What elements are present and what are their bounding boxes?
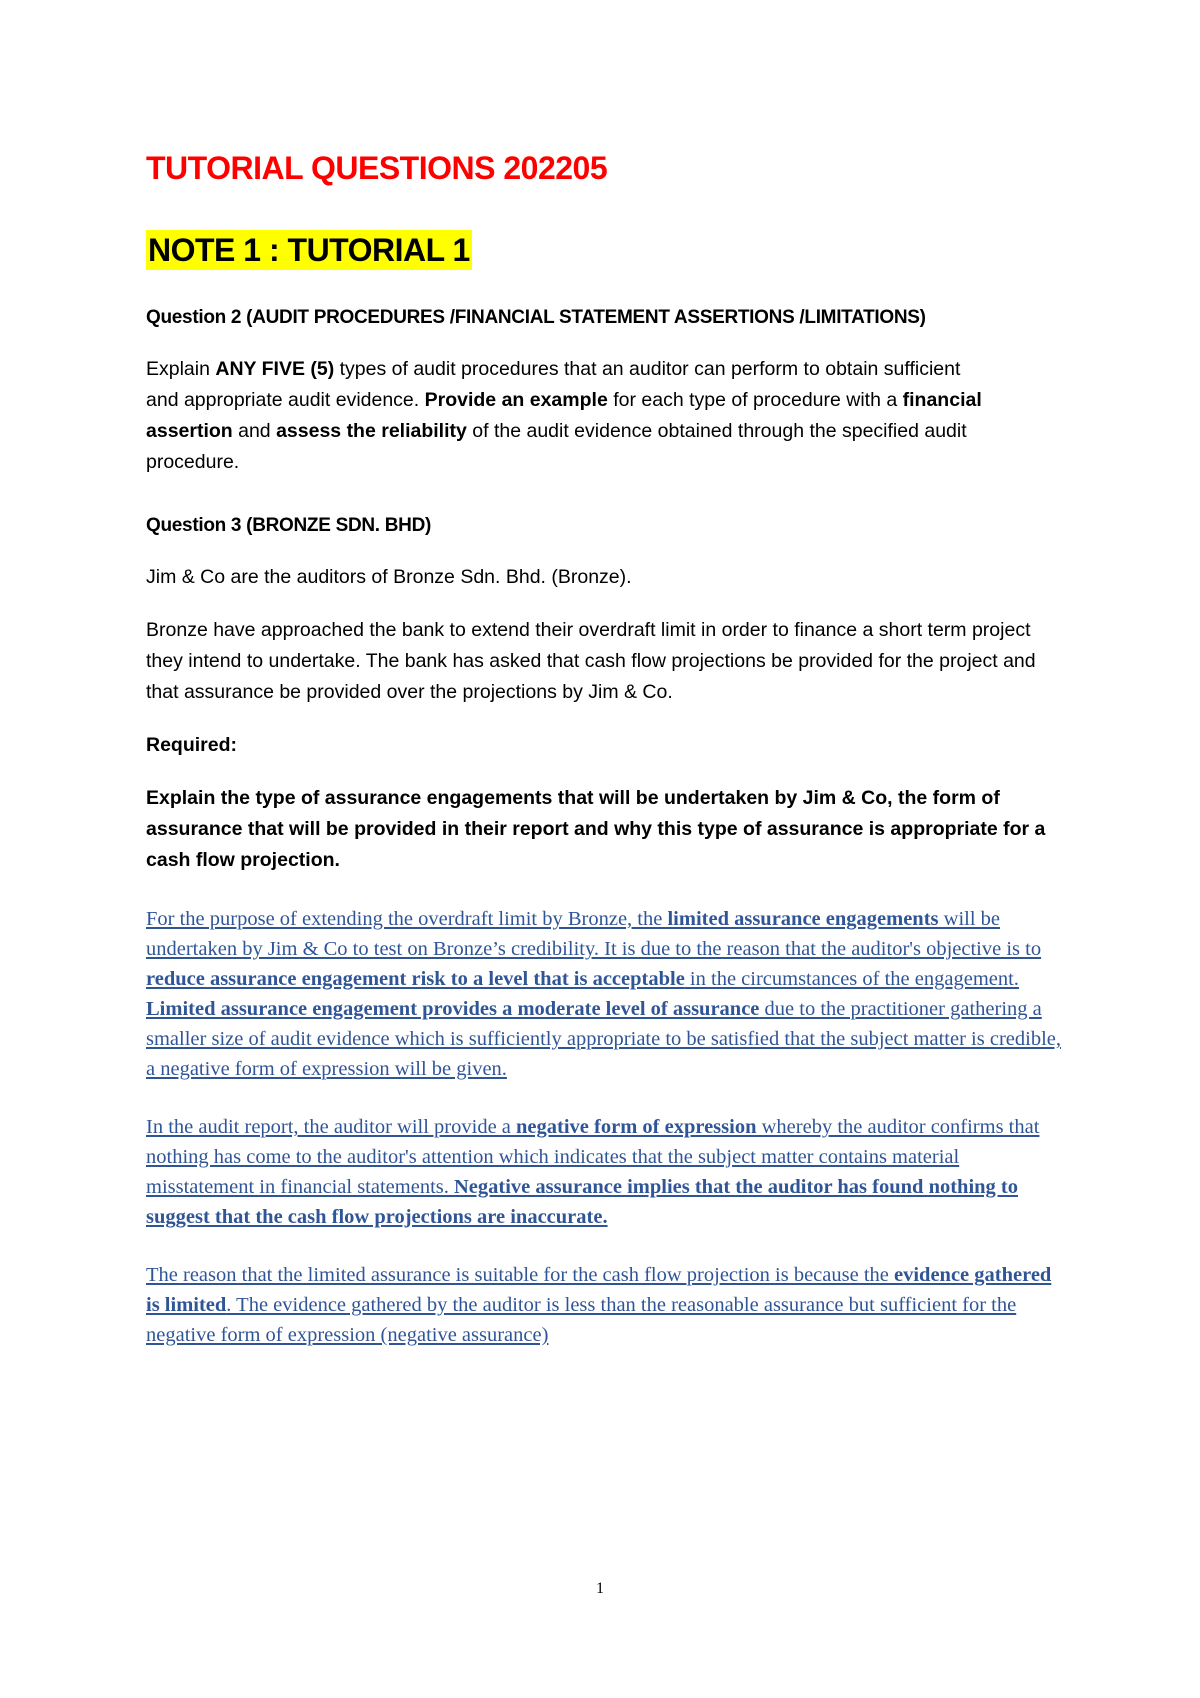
answer-paragraph-3	[146, 1260, 1064, 1350]
question-2-text-line1	[146, 354, 1064, 385]
answer-paragraph-1	[146, 904, 1064, 1084]
page-number: 1	[596, 1580, 604, 1597]
document-title: TUTORIAL QUESTIONS 202205	[146, 150, 608, 186]
answer-text: The reason that the limited assurance is suitable for the cash flow projection is because the	[146, 1264, 894, 1286]
answer-bold: limited assurance engagements	[667, 908, 939, 930]
q2-bold: Provide an example	[424, 389, 608, 411]
q2-text: and appropriate audit evidence.	[146, 389, 425, 411]
q2-text: types of audit procedures that an auditor can perform to obtain sufficient	[334, 358, 961, 380]
answer-paragraph-2	[146, 1112, 1064, 1232]
question-3-task: Explain the type of assurance engagements that will be undertaken by Jim & Co, the form of assurance that will be provided in their report and why this type of assurance is appropriate for a cash flow projection.	[146, 787, 1046, 871]
answer-bold: reduce assurance engagement risk to a level that is acceptable	[146, 968, 685, 990]
question-2-heading: Question 2 (AUDIT PROCEDURES /FINANCIAL STATEMENT ASSERTIONS /LIMITATIONS)	[146, 307, 926, 328]
question-2-text-line2	[146, 385, 1064, 478]
answer-bold: negative form of expression	[516, 1116, 757, 1138]
note-heading: NOTE 1 : TUTORIAL 1	[148, 232, 470, 268]
q2-bold: assess the reliability	[276, 420, 467, 442]
q2-text: for each type of procedure with a	[607, 389, 903, 411]
question-3-heading: Question 3 (BRONZE SDN. BHD)	[146, 515, 432, 536]
answer-text: whereby the auditor confirms that nothing has come to the auditor's attention which indicates that the subject matter contains material misstatement in financial statements.	[146, 1116, 1040, 1198]
question-3-scenario: Bronze have approached the bank to extend their overdraft limit in order to finance a short term project they intend to undertake. The bank has asked that cash flow projections be provided for the project and that assurance be provided over the projections by Jim & Co.	[146, 619, 1036, 703]
answer-bold: Limited assurance engagement provides a moderate level of assurance	[146, 998, 760, 1020]
q2-text: and	[232, 420, 277, 442]
answer-text: in the circumstances of the engagement.	[684, 968, 1019, 990]
answer-text: For the purpose of extending the overdraft limit by Bronze, the	[146, 908, 668, 930]
required-label: Required:	[146, 734, 238, 756]
q2-bold: financial assertion	[146, 389, 982, 442]
answer-bold: evidence gathered is limited	[146, 1264, 1052, 1316]
answer-text: will be undertaken by Jim & Co to test on Bronze’s credibility. It is due to the reason that the auditor's objective is to	[146, 908, 1042, 960]
question-3-intro: Jim & Co are the auditors of Bronze Sdn. Bhd. (Bronze).	[146, 566, 632, 588]
answer-text: In the audit report, the auditor will provide a	[146, 1116, 517, 1138]
q2-text: Explain	[146, 358, 216, 380]
q2-bold: ANY FIVE (5)	[215, 358, 335, 380]
answer-bold: Negative assurance implies that the auditor has found nothing to suggest that the cash flow projections are inaccurate.	[146, 1176, 1018, 1228]
page-content	[146, 148, 1064, 1350]
answer-text: due to the practitioner gathering a smaller size of audit evidence which is sufficiently appropriate to be satisfied that the subject matter is credible, a negative form of expression will be given.	[146, 998, 1061, 1080]
q2-text: of the audit evidence obtained through the specified audit procedure.	[146, 420, 967, 473]
answer-text: . The evidence gathered by the auditor is less than the reasonable assurance but sufficient for the negative form of expression (negative assurance)	[146, 1294, 1017, 1346]
